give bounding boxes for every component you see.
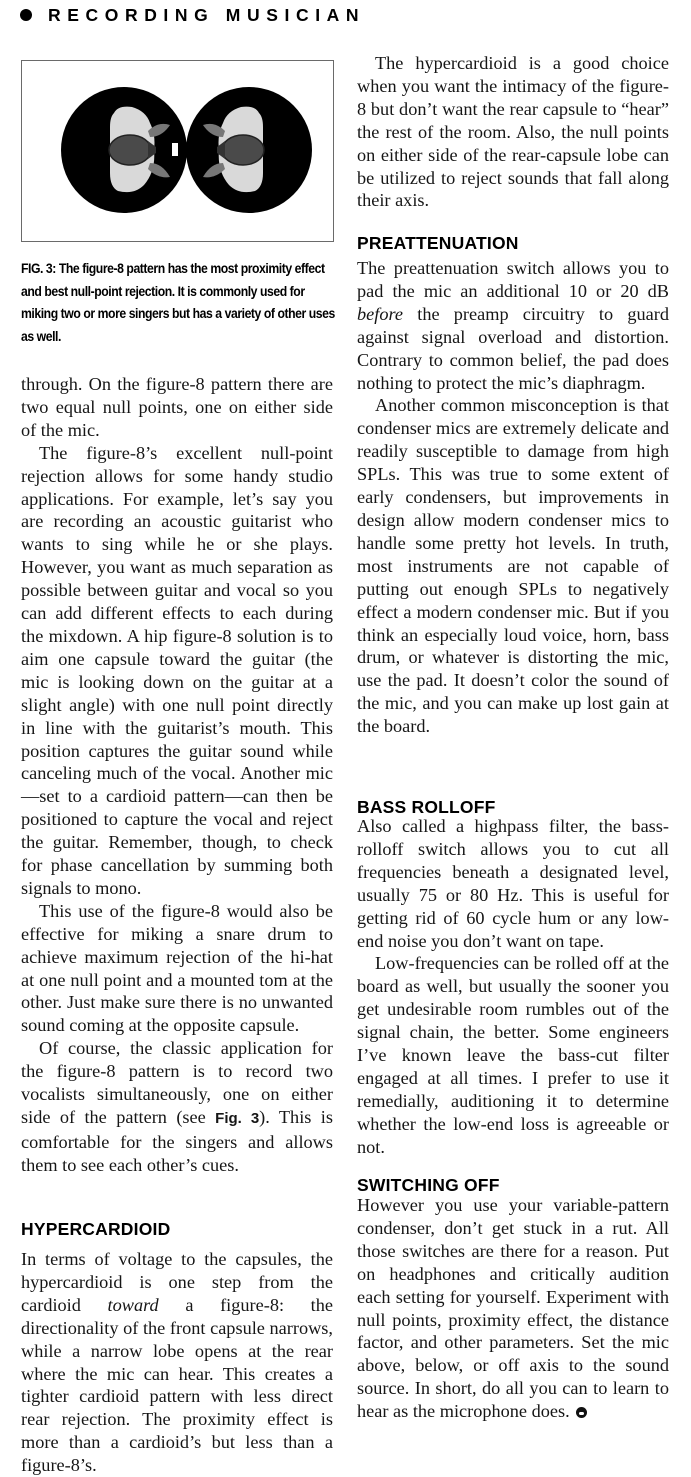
figure-3-image	[21, 60, 334, 242]
text-run: Of course, the classic application for the figure-8 pattern is to record two vocalists simultaneously, one on either side of the pattern (see	[21, 1038, 333, 1127]
figure-caption: FIG. 3: The figure-8 pattern has the most proximity effect and best null-point rejection. It is commonly used for miking two or more singers but has a variety of other uses as well.	[21, 261, 335, 345]
paragraph	[21, 1248, 333, 1477]
paragraph	[357, 257, 669, 394]
text-run: ). This is comfortable for the singers and allows them to see each other’s cues.	[21, 1107, 333, 1175]
running-header	[20, 4, 365, 26]
paragraph: Also called a highpass filter, the bass-rolloff switch allows you to cut all frequencies beneath a designated level, usually 75 or 80 Hz. This is useful for getting rid of 60 cycle hum or any low-end noise you don’t want on tape.	[357, 816, 669, 951]
end-mark-icon	[576, 1407, 587, 1418]
figure-reference: Fig. 3	[215, 1110, 260, 1127]
section-heading-hypercardioid: HYPERCARDIOID	[21, 1219, 171, 1239]
preattenuation-body	[357, 257, 669, 738]
text-run: a figure-8: the directionality of the front capsule narrows, while a narrow lobe opens at the rear where the mic can hear. This creates a tighter cardioid pattern with less direct rear rejection. The proximity effect is more than a cardioid’s but less than a figure-8’s.	[21, 1294, 334, 1476]
paragraph: This use of the figure-8 would also be effective for miking a snare drum to achieve maximum rejection of the hi-hat at one null point and a mounted tom at the other. Just make sure there is no unwanted sound coming at the opposite capsule.	[21, 900, 333, 1036]
text-run: In terms of voltage to the capsules, the hypercardioid is one step from the cardioid	[21, 1249, 333, 1315]
microphone-icon	[172, 143, 178, 156]
text-run: However you use your variable-pattern condenser, don’t get stuck in a rut. All those switches are there for a reason. Put on headphones and critically audition each setting for yourself. Experiment with null points, proximity effect, the distance factor, and other parameters. Set the mic above, below, or off axis to the sound source. In short, do all you can to learn to hear as the microphone does.	[357, 1195, 669, 1422]
section-heading-preattenuation: PREATTENUATION	[357, 233, 519, 253]
figure-8-pattern-illustration	[22, 61, 333, 241]
hypercardioid-body-continued	[357, 52, 669, 212]
left-mic-grille	[109, 135, 151, 165]
paragraph: Another common misconception is that condenser mics are extremely delicate and readily susceptible to damage from high SPLs. This was true to some extent of early condensers, but improvements in design allow modern condenser mics to handle some pretty hot levels. In truth, most instruments are not capable of putting out enough SPLs to negatively effect a modern condenser mic. But if you think an especially loud voice, horn, bass drum, or whatever is distorting the mic, use the pad. It doesn’t color the sound of the mic, and you can make up lost gain at the board.	[357, 395, 669, 737]
emphasis: before	[357, 303, 404, 324]
paragraph: Low-frequencies can be rolled off at the board as well, but usually the sooner you get undesirable room rumbles out of the signal chain, the better. Some engineers I’ve known leave the bass-cut filter engaged at all times. I prefer to use it remedially, auditioning it to determine whether the low-end loss is agreeable or not.	[357, 953, 669, 1157]
paragraph: through. On the figure-8 pattern there are two equal null points, one on either side of the mic.	[21, 374, 333, 440]
switching-off-body	[357, 1194, 669, 1423]
paragraph: The hypercardioid is a good choice when you want the intimacy of the figure-8 but don’t want the rear capsule to “hear” the rest of the room. Also, the null points on either side of the rear-capsule lobe can be utilized to reject sounds that fall along their axis.	[357, 53, 669, 211]
emphasis: toward	[107, 1294, 159, 1315]
hypercardioid-body	[21, 1248, 333, 1477]
paragraph	[21, 1037, 333, 1176]
section-heading-switching-off: SWITCHING OFF	[357, 1175, 500, 1195]
paragraph	[357, 1194, 669, 1423]
text-run: The preattenuation switch allows you to pad the mic an additional 10 or 20 dB	[357, 258, 669, 301]
right-mic-grille	[222, 135, 264, 165]
paragraph: The figure-8’s excellent null-point rejection allows for some handy studio applications. For example, let’s say you are recording an acoustic guitarist who wants to sing while he or she plays. However, you want as much separation as possible between guitar and vocal so you can add different effects to each during the mixdown. A hip figure-8 solution is to aim one capsule toward the guitar (the mic is looking down on the guitar at a slight angle) with one null point directly in line with the guitarist’s mouth. This position captures the guitar sound while canceling much of the vocal. Another mic—set to a cardioid pattern—can then be positioned to capture the vocal and reject the guitar. Remember, though, to check for phase cancellation by summing both signals to mono.	[21, 442, 333, 898]
bullet-icon	[20, 9, 32, 21]
magazine-title: RECORDING MUSICIAN	[48, 4, 366, 25]
text-run: the preamp circuitry to guard against signal overload and distortion. Contrary to common belief, the pad does nothing to protect the mic’s diaphragm.	[357, 303, 669, 393]
bass-rolloff-body	[357, 815, 669, 1159]
section-heading-bass-rolloff: BASS ROLLOFF	[357, 797, 496, 817]
left-column-body	[21, 373, 333, 1177]
